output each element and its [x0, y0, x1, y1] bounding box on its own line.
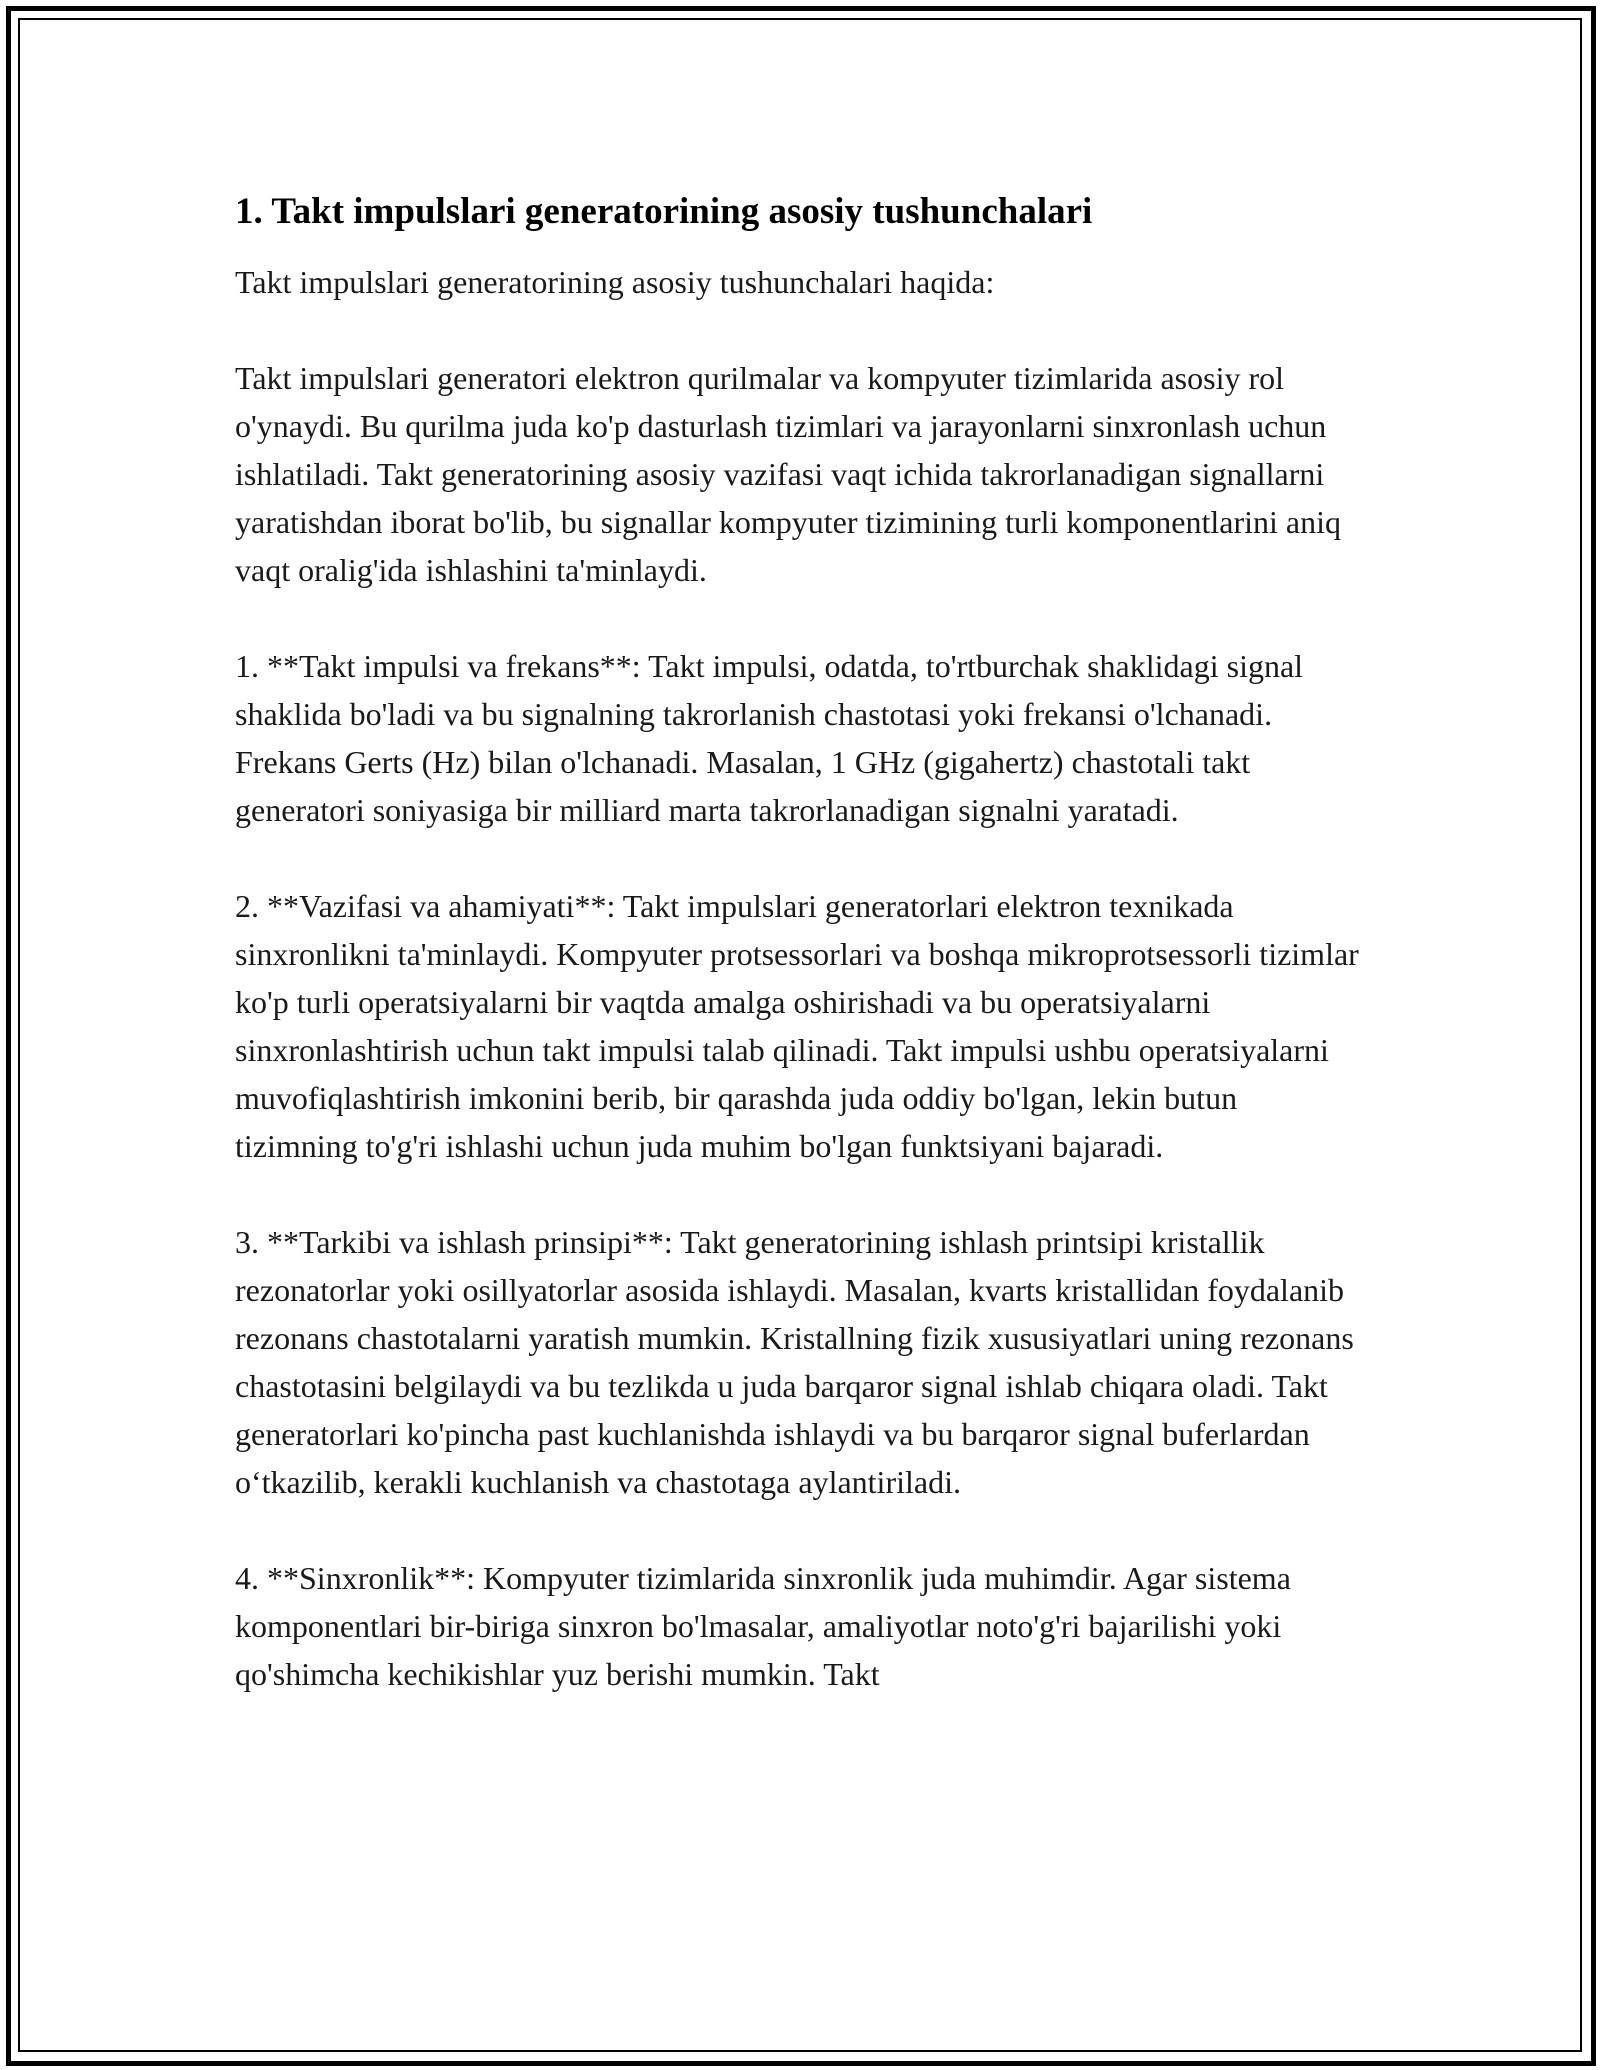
section-4-paragraph: 4. **Sinxronlik**: Kompyuter tizimlarida sinxronlik juda muhimdir. Agar sistema komponentlari bir-biriga sinxron bo'lmasalar, amaliyotlar noto'g'ri bajarilishi yoki qo'shimcha kechikishlar yuz berishi mumkin. Takt	[235, 1560, 1291, 1692]
intro-paragraph: Takt impulslari generatorining asosiy tushunchalari haqida:	[235, 264, 995, 300]
document-title: 1. Takt impulslari generatorining asosiy tushunchalari	[235, 191, 1093, 232]
section-2-paragraph: 2. **Vazifasi va ahamiyati**: Takt impulslari generatorlari elektron texnikada sinxronlikni ta'minlaydi. Kompyuter protsessorlari va boshqa mikroprotsessorli tizimlar ko'p turli operatsiyalarni bir vaqtda amalga oshirishadi va bu operatsiyalarni sinxronlashtirish uchun takt impulsi talab qilinadi. Takt impulsi ushbu operatsiyalarni muvofiqlashtirish imkonini berib, bir qarashda juda oddiy bo'lgan, lekin butun tizimning to'g'ri ishlashi uchun juda muhim bo'lgan funktsiyani bajaradi.	[235, 888, 1359, 1164]
overview-paragraph: Takt impulslari generatori elektron qurilmalar va kompyuter tizimlarida asosiy rol o'ynaydi. Bu qurilma juda ko'p dasturlash tizimlari va jarayonlarni sinxronlash uchun ishlatiladi. Takt generatorining asosiy vazifasi vaqt ichida takrorlanadigan signallarni yaratishdan iborat bo'lib, bu signallar kompyuter tizimining turli komponentlarini aniq vaqt oralig'ida ishlashini ta'minlaydi.	[235, 360, 1341, 588]
document-body	[235, 188, 1365, 1746]
section-3-paragraph: 3. **Tarkibi va ishlash prinsipi**: Takt generatorining ishlash printsipi kristallik rezonatorlar yoki osillyatorlar asosida ishlaydi. Masalan, kvarts kristallidan foydalanib rezonans chastotalarni yaratish mumkin. Kristallning fizik xususiyatlari uning rezonans chastotasini belgilaydi va bu tezlikda u juda barqaror signal ishlab chiqara oladi. Takt generatorlari ko'pincha past kuchlanishda ishlaydi va bu barqaror signal buferlardan o‘tkazilib, kerakli kuchlanish va chastotaga aylantiriladi.	[235, 1224, 1354, 1500]
section-1-paragraph: 1. **Takt impulsi va frekans**: Takt impulsi, odatda, to'rtburchak shaklidagi signal shaklida bo'ladi va bu signalning takrorlanish chastotasi yoki frekansi o'lchanadi. Frekans Gerts (Hz) bilan o'lchanadi. Masalan, 1 GHz (gigahertz) chastotali takt generatori soniyasiga bir milliard marta takrorlanadigan signalni yaratadi.	[235, 648, 1304, 828]
